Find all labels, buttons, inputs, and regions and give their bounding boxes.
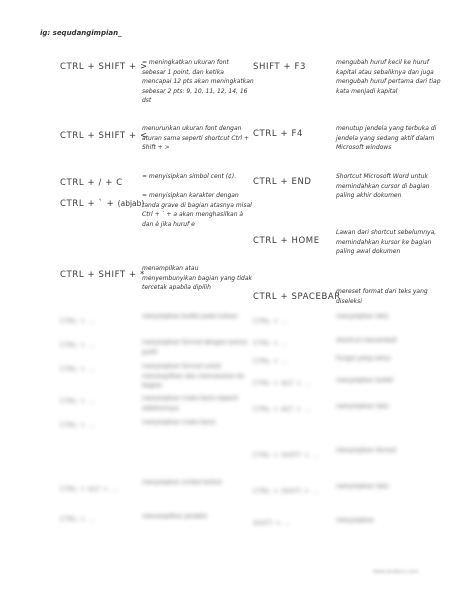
shortcut-description: menyisipkan simbol bukan xyxy=(142,479,223,486)
shortcut-description: menyisipkan xyxy=(336,517,375,524)
shortcut-description: menyisipkan format dengan warna putih xyxy=(142,339,248,356)
shortcut-key: CTRL + HOME xyxy=(253,236,320,246)
shortcut-description: = meningkatkan ukuran font sebesar 1 point, dan ketika mencapai 12 pts akan meningkatkan sebesar 2 pts: 9, 10, 11, 12, 14, 16 dst xyxy=(142,59,254,105)
shortcut-description: menurunkan ukuran font dengan aturan sama seperti shortcut Ctrl + Shift + > xyxy=(142,125,250,152)
shortcut-description: menampilkan atau menyembunyikan bagian yang tidak tercetak apabila dipilih xyxy=(142,265,252,292)
shortcut-key: CTRL + ALT + ... xyxy=(60,486,119,493)
shortcut-description: menyisipkan teks xyxy=(336,483,389,490)
shortcut-description: Lawan dari shortcut sebelumnya, memindahkan kursor ke bagian paling awal dokumen xyxy=(336,229,437,256)
shortcut-key: CTRL + END xyxy=(253,177,312,187)
shortcut-key-text: CTRL + ` + xyxy=(60,199,118,209)
shortcut-key: CTRL + ... xyxy=(253,340,289,347)
shortcut-description: shortcut menambah xyxy=(336,337,397,344)
shortcut-key-note: (abjab) xyxy=(117,199,145,208)
shortcut-description: menyisipkan format untuk menampilkan dan memasukan ke bagian xyxy=(142,363,245,390)
shortcut-key: CTRL + ... xyxy=(60,366,96,373)
shortcut-description: mereset format dari teks yang diseleksi xyxy=(336,288,428,305)
shortcut-description: menyisipkan format xyxy=(336,447,397,454)
page-header: ig: sequdangimpian_ xyxy=(40,29,122,37)
shortcut-key: CTRL + ... xyxy=(253,318,289,325)
shortcut-description: menyisipkan bullet xyxy=(336,377,394,384)
shortcut-description: menyisipkan maka baris seperti sebelumnya xyxy=(142,395,239,412)
shortcut-key: CTRL + ... xyxy=(60,516,96,523)
shortcut-key: CTRL + ... xyxy=(60,342,96,349)
shortcut-key: CTRL + ... xyxy=(60,398,96,405)
shortcut-description: menyisipkan teks xyxy=(336,403,389,410)
shortcut-key: CTRL + ... xyxy=(60,318,96,325)
shortcut-key: SHIFT + ... xyxy=(253,520,292,527)
shortcut-description: Shortcut Microsoft Word untuk memindahkan cursor di bagian paling akhir dokumen xyxy=(336,173,430,200)
shortcut-key xyxy=(60,199,144,209)
shortcut-description: Fungsi yang sama xyxy=(336,355,391,362)
shortcut-description: = menyisipkan karakter dengan tanda grave di bagian atasnya misal Ctrl + ` + a akan menghasilkan à dan è jika huruf e xyxy=(142,192,252,228)
shortcut-key: CTRL + / + C xyxy=(60,178,123,188)
shortcut-description: menyisipkan maka baris xyxy=(142,419,216,426)
shortcut-key: CTRL + ALT + ... xyxy=(253,406,312,413)
shortcut-key: CTRL + F4 xyxy=(253,129,303,139)
shortcut-key: CTRL + SHIFT + * xyxy=(60,270,145,280)
shortcut-description: mengubah huruf kecil ke huruf kapital atau sebaliknya dan juga mengubah huruf pertama dari tiap kata menjadi kapital xyxy=(336,59,441,95)
shortcut-key: CTRL + SHIFT + < xyxy=(60,131,148,141)
shortcut-description: menyisipkan teks xyxy=(336,313,389,320)
shortcut-key: CTRL + SHIFT + ... xyxy=(253,488,320,495)
shortcut-description: menutup jendela yang terbuka di jendela yang sedang aktif dalam Microsoft windows xyxy=(336,125,437,152)
shortcut-description: menyisipkan bullet pada tulisan xyxy=(142,313,238,320)
shortcut-key: CTRL + ALT + ... xyxy=(253,380,312,387)
footer-watermark: www.studocu.com xyxy=(372,569,418,575)
shortcut-key: CTRL + ... xyxy=(60,422,96,429)
shortcut-key: SHIFT + F3 xyxy=(253,62,307,72)
shortcut-description: menampilkan jendela xyxy=(142,513,207,520)
shortcut-key: CTRL + SHIFT + > xyxy=(60,62,148,72)
shortcut-description: = menyisipkan simbol cent (¢). xyxy=(142,173,237,180)
shortcut-key: CTRL + SHIFT + ... xyxy=(253,452,320,459)
shortcut-key: CTRL + SPACEBAR xyxy=(253,292,341,302)
shortcut-key: CTRL + ... xyxy=(253,358,289,365)
